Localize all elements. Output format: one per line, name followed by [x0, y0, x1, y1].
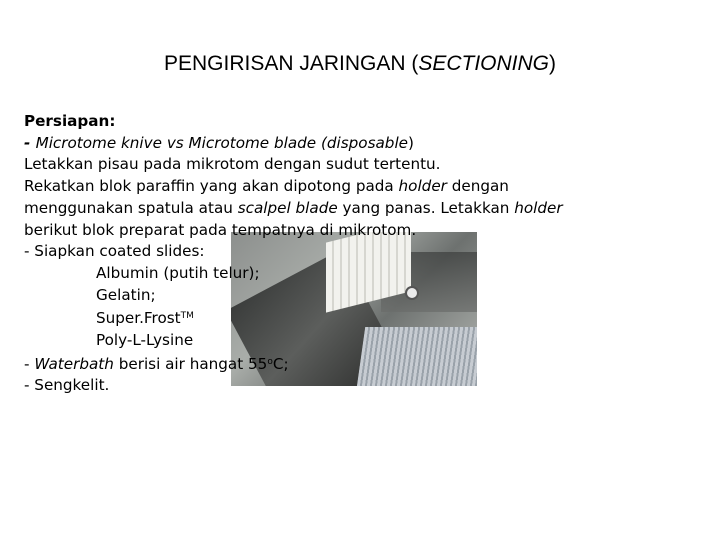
list-item-superfrost [24, 306, 704, 330]
line-menggunakan-b: yang panas. Letakkan [337, 198, 515, 217]
line-menggunakan-a: menggunakan spatula atau [24, 198, 238, 217]
line-menggunakan [24, 198, 704, 220]
title-close: ) [549, 52, 557, 75]
waterbath-word: Waterbath [34, 354, 114, 373]
waterbath-text: berisi air hangat 55 [113, 354, 268, 373]
list-item-albumin: Albumin (putih telur); [96, 263, 260, 282]
waterbath-unit: C; [272, 354, 289, 373]
slide-title [0, 52, 720, 76]
line-rekatkan-b: dengan [446, 177, 509, 196]
dash: - [24, 133, 36, 152]
degree-sup: o [267, 356, 273, 367]
line-siapkan: - Siapkan coated slides: [24, 242, 205, 261]
title-italic: SECTIONING [418, 52, 550, 75]
waterbath-dash: - [24, 354, 35, 373]
section-heading: Persiapan: [24, 112, 116, 130]
body-text [24, 111, 704, 397]
line-microtome-close: ) [408, 133, 414, 152]
superfrost-text: Super.Frost [96, 309, 181, 328]
title-main: PENGIRISAN JARINGAN ( [163, 52, 419, 75]
line-letakkan: Letakkan pisau pada mikrotom dengan sudut tertentu. [24, 155, 441, 174]
line-menggunakan-holder: holder [514, 198, 563, 217]
line-berikut: berikut blok preparat pada tempatnya di mikrotom. [24, 220, 417, 239]
line-rekatkan-holder: holder [398, 177, 447, 196]
line-microtome [24, 133, 704, 155]
line-waterbath [24, 352, 704, 376]
line-microtome-disposable: disposable [326, 133, 409, 152]
line-sengkelit: - Sengkelit. [24, 376, 110, 395]
list-item-gelatin: Gelatin; [96, 285, 156, 304]
line-microtome-text: Microtome knive vs Microtome blade ( [35, 133, 327, 152]
list-item-poly-l-lysine: Poly-L-Lysine [96, 331, 194, 350]
line-rekatkan [24, 176, 704, 198]
line-menggunakan-scalpel: scalpel blade [237, 198, 338, 217]
trademark-sup: TM [180, 311, 194, 322]
line-rekatkan-a: Rekatkan blok paraffin yang akan dipotong pada [24, 177, 399, 196]
